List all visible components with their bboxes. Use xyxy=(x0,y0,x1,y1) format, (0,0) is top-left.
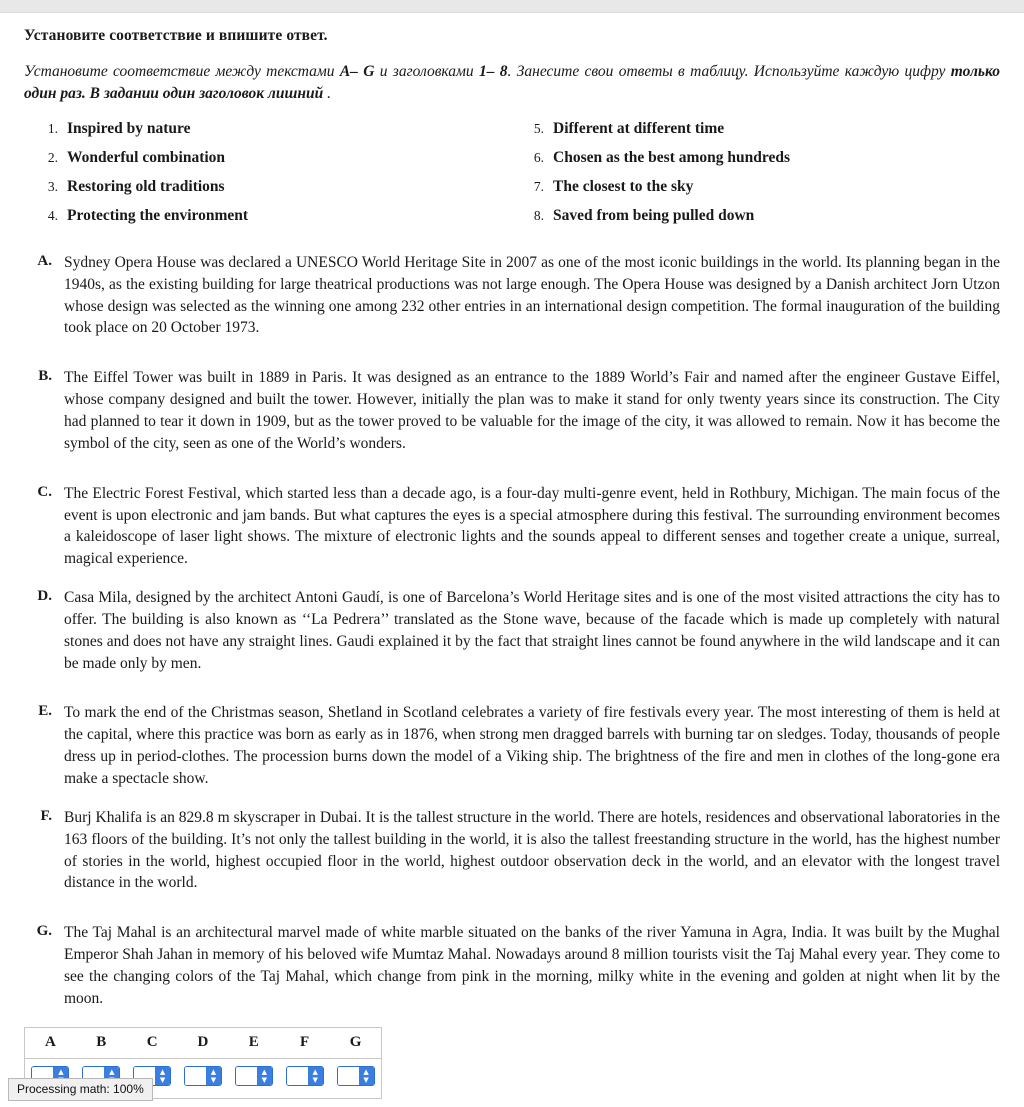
text-body-b: The Eiffel Tower was built in 1889 in Paris. It was designed as an entrance to the 1889 World’s Fair and named after the engineer Gustave Eiffel, whose company designed and built the tower. However, initially the plan was to make it stand for only twenty years since its construction. The City had planned to tear it down in 1909, but as the tower proved to be valuable for the image of the city, it was allowed to remain. Now it has become the symbol of the city, seen as one of the World’s wonders. xyxy=(64,369,1000,452)
heading-label-1: Inspired by nature xyxy=(67,119,191,137)
stepper-arrows-icon-b[interactable]: ▲ xyxy=(104,1067,119,1085)
heading-label-3: Restoring old traditions xyxy=(67,177,225,195)
heading-number-5: 5. xyxy=(533,120,544,136)
reading-texts xyxy=(24,252,1000,1010)
text-body-g: The Taj Mahal is an architectural marvel made of white marble situated on the banks of the river Yamuna in Agra, India. It was built by the Mughal Emperor Shah Jahan in memory of his beloved wife Mumtaz Mahal. Nowadays around 8 million tourists visit the Taj Mahal every year. They come to see the changing colors of the Taj Mahal, which change from pink in the morning, milky white in the evening and golden at night when lit by the moon. xyxy=(64,924,1000,1007)
answer-column-d: D xyxy=(178,1027,229,1058)
instruction-part-4: . xyxy=(323,85,332,103)
heading-label-6: Chosen as the best among hundreds xyxy=(553,148,791,166)
text-letter-c: C. xyxy=(37,483,52,500)
text-block-c xyxy=(24,483,1000,570)
page-title: Установите соответствие и впишите ответ. xyxy=(24,27,328,44)
heading-label-5: Different at different time xyxy=(553,119,725,137)
answer-column-g: G xyxy=(330,1027,381,1058)
text-block-d xyxy=(24,587,1000,674)
text-block-a xyxy=(24,252,1000,339)
heading-item-4[interactable] xyxy=(36,207,512,225)
heading-number-4: 4. xyxy=(47,207,58,223)
text-letter-d: D. xyxy=(37,588,52,605)
answer-input-e[interactable] xyxy=(235,1066,273,1086)
status-bar: Processing math: 100% xyxy=(8,1078,153,1101)
heading-item-2[interactable] xyxy=(36,149,512,167)
text-body-f: Burj Khalifa is an 829.8 m skyscraper in Dubai. It is the tallest structure in the world. There are hotels, residences and observational laboratories in the 163 floors of the building. It’s not only the tallest building in the world, it is also the tallest freestanding structure in the world, has the highest number of stories in the world, highest occupied floor in the world, highest outdoor observation deck in the world, and an elevator with the longest travel distance in the world. xyxy=(64,808,1000,892)
text-letter-b: B. xyxy=(38,368,52,385)
instruction-part-1: Установите соответствие между текстами xyxy=(24,63,340,80)
heading-label-2: Wonderful combination xyxy=(67,148,226,166)
stepper-arrows-icon-e[interactable]: ▲ ▼ xyxy=(257,1067,272,1085)
heading-item-3[interactable] xyxy=(36,178,512,196)
answer-input-g[interactable] xyxy=(337,1066,375,1086)
answer-column-b: B xyxy=(76,1027,127,1058)
answer-input-g-value[interactable] xyxy=(338,1067,359,1085)
text-body-e: To mark the end of the Christmas season, Shetland in Scotland celebrates a variety of fire festivals every year. The most interesting of them is held at the capital, where this practice was born as early as in 1876, when strong men dragged barrels with burning tar on sledges. Today, thousands of people dress up in period-clothes. The procession burns down the model of a Viking ship. The brightness of the fire and men in clothes of the long-gone era make a spectacle show. xyxy=(64,704,1000,787)
headings-column-right xyxy=(512,120,1000,236)
answer-cell-f xyxy=(279,1058,330,1098)
answer-input-d[interactable] xyxy=(184,1066,222,1086)
window-top-bar xyxy=(0,0,1024,13)
headings-column-left xyxy=(24,120,512,236)
stepper-arrows-icon-g[interactable]: ▲ ▼ xyxy=(359,1067,374,1085)
heading-number-2: 2. xyxy=(47,149,58,165)
instruction-part-2: и заголовками xyxy=(374,63,479,80)
text-block-e xyxy=(24,702,1000,789)
text-letter-g: G. xyxy=(36,923,52,940)
heading-label-4: Protecting the environment xyxy=(67,206,249,224)
text-body-c: The Electric Forest Festival, which started less than a decade ago, is a four-day multi-genre event, held in Rothbury, Michigan. The main focus of the event is upon electronic and jam bands. But what captures the eyes is a special atmosphere during this festival. The surrounding environment becomes a kaleidoscope of laser light shows. The mixture of electronic lights and the sounds appeal to different senses and together create a unique, surreal, magical experience. xyxy=(64,484,1000,568)
answer-input-f[interactable] xyxy=(286,1066,324,1086)
task-instruction xyxy=(24,61,1000,106)
heading-number-6: 6. xyxy=(533,149,544,165)
text-body-d: Casa Mila, designed by the architect Antoni Gaudí, is one of Barcelona’s World Heritage sites and is one of the most visited attractions the city has to offer. The building is also known as ‘‘La Pedrera’’ translated as the Stone wave, because of the facade which is made up completely with natural stones and does not have any straight lines. Gaudi explained it by the fact that straight lines cannot be found anywhere in the wild landscape and it can be made only by men. xyxy=(64,589,1000,672)
answer-cell-g xyxy=(330,1058,381,1098)
heading-item-8[interactable] xyxy=(522,207,1000,225)
stepper-arrows-icon-a[interactable]: ▲ xyxy=(53,1067,68,1085)
instruction-part-3: . Занесите свои ответы в таблицу. Используйте каждую цифру xyxy=(507,63,951,80)
text-letter-e: E. xyxy=(38,703,52,720)
heading-item-7[interactable] xyxy=(522,178,1000,196)
heading-item-1[interactable] xyxy=(36,120,512,138)
text-block-b xyxy=(24,367,1000,454)
answer-input-d-value[interactable] xyxy=(185,1067,206,1085)
headings-list xyxy=(24,120,1000,236)
instruction-bold-rule: только один раз. В задании один заголовок лишний xyxy=(24,63,1001,103)
answer-table-header-row xyxy=(25,1027,382,1058)
answer-cell-d xyxy=(178,1058,229,1098)
answer-column-c: C xyxy=(127,1027,178,1058)
heading-item-5[interactable] xyxy=(522,120,1000,138)
answer-input-e-value[interactable] xyxy=(236,1067,257,1085)
heading-number-3: 3. xyxy=(47,178,58,194)
heading-item-6[interactable] xyxy=(522,149,1000,167)
stepper-arrows-icon-f[interactable]: ▲ ▼ xyxy=(308,1067,323,1085)
answer-column-a: A xyxy=(25,1027,76,1058)
heading-label-7: The closest to the sky xyxy=(553,177,694,195)
text-block-f xyxy=(24,807,1000,894)
heading-number-7: 7. xyxy=(533,178,544,194)
heading-label-8: Saved from being pulled down xyxy=(553,206,755,224)
stepper-arrows-icon-d[interactable]: ▲ ▼ xyxy=(206,1067,221,1085)
stepper-arrows-icon-c[interactable]: ▲ ▼ xyxy=(155,1067,170,1085)
text-letter-a: A. xyxy=(37,252,52,269)
answer-column-f: F xyxy=(279,1027,330,1058)
answer-column-e: E xyxy=(228,1027,279,1058)
heading-number-1: 1. xyxy=(47,120,58,136)
text-block-g xyxy=(24,922,1000,1009)
answer-cell-e xyxy=(228,1058,279,1098)
instruction-bold-letters: A– G xyxy=(339,63,375,80)
answer-input-f-value[interactable] xyxy=(287,1067,308,1085)
document-page xyxy=(0,27,1024,1099)
heading-number-8: 8. xyxy=(533,207,544,223)
text-letter-f: F. xyxy=(40,807,52,824)
instruction-bold-numbers: 1– 8 xyxy=(478,63,508,80)
text-body-a: Sydney Opera House was declared a UNESCO World Heritage Site in 2007 as one of the most iconic buildings in the world. Its planning began in the 1940s, as the existing building for large theatrical productions was not large enough. The Opera House was designed by a Danish architect Jorn Utzon whose design was selected as the winning one among 232 other entries in an international design competition. The formal inauguration of the building took place on 20 October 1973. xyxy=(64,253,1000,337)
